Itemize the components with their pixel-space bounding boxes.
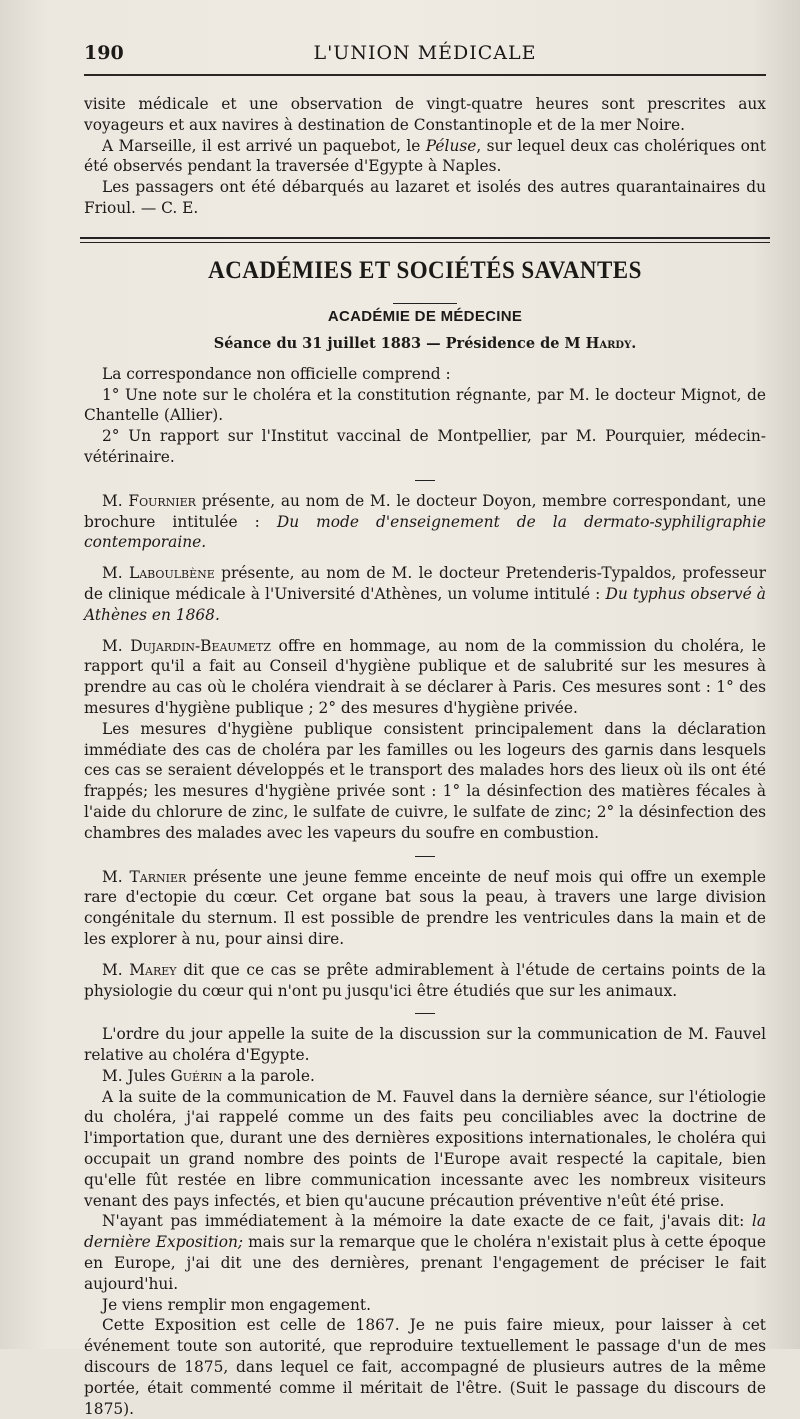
correspondance [84, 364, 766, 468]
seance-text: Séance du 31 juillet 1883 — Présidence de M [213, 334, 581, 352]
tarnier-text: présente une jeune femme enceinte de neuf mois qui offre un exemple rare d'ectopie du cœur. Cet organe bat sous la peau, à travers une large division congénitale du sternum. Il est possible de prendre les ventricules dans la main et de les explorer à nu, pour ainsi dire. [84, 867, 766, 948]
marey-paragraph [84, 960, 766, 1002]
presentation-fournier: M. Fournier présente, au nom de M. le docteur Doyon, membre correspondant, une brochure intitulée : Du mode d'enseignement de la dermato-syphiligraphie contemporaine. [84, 491, 766, 552]
speaker-name: M. Laboulbène [102, 564, 215, 583]
separator [415, 856, 435, 857]
presentation-text: offre en hommage, au nom de la commission du choléra, le rapport qu'il a fait au Conseil d'hygiène publique et de salubrité sur les mesures à prendre au cas où le choléra viendrait à se déclarer à Paris. Ces mesures sont : 1° des mesures d'hygiène publique ; 2° des mesures d'hygiène privée. [84, 636, 767, 717]
section-title: ACADÉMIES ET SOCIÉTÉS SAVANTES [208, 256, 642, 284]
seance-line [84, 335, 766, 352]
intro-paragraph: A Marseille, il est arrivé un paquebot, le Péluse, sur lequel deux cas cholériques ont été observés pendant la traversée d'Egypte à Naples. [84, 136, 766, 176]
intro-paragraph: visite médicale et une observation de vingt-quatre heures sont prescrites aux voyageurs et aux navires à destination de Constantinople et de la mer Noire. [84, 95, 766, 134]
seance-president: Hardy. [585, 334, 637, 352]
intro-text [84, 94, 766, 219]
presentations [84, 491, 766, 844]
presentation-laboulbene: M. Laboulbène présente, au nom de M. le docteur Pretenderis-Typaldos, professeur de clinique médicale à l'Université d'Athènes, un volume intitulé : Du typhus observé à Athènes en 1868. [84, 564, 767, 624]
guerin-line: M. Jules Guérin a la parole. [102, 1066, 315, 1085]
intro-paragraph: Les passagers ont été débarqués au lazaret et isolés des autres quarantainaires du Frioul. — C. E. [84, 178, 766, 217]
correspondance-item: 2° Un rapport sur l'Institut vaccinal de Montpellier, par M. Pourquier, médecin-vétérinaire. [84, 427, 766, 466]
academy-heading: ACADÉMIE DE MÉDECINE [327, 307, 523, 325]
discussion [84, 1024, 766, 1419]
running-title: L'UNION MÉDICALE [313, 42, 537, 64]
marey-text: dit que ce cas se prête admirablement à l'étude de certains points de la physiologie du cœur qui n'ont pu jusqu'ici être étudiés que sur les animaux. [84, 960, 766, 1000]
tarnier-marey [84, 867, 766, 1002]
correspondance-intro: La correspondance non officielle comprend : [102, 364, 451, 383]
discussion-paragraph: Je viens remplir mon engagement. [102, 1295, 371, 1314]
header-rule [84, 74, 766, 76]
speaker-name: M. Tarnier [102, 867, 187, 886]
correspondance-item: 1° Une note sur le choléra et la constitution régnante, par M. le docteur Mignot, de Chantelle (Allier). [84, 385, 766, 425]
hygiene-paragraph: Les mesures d'hygiène publique consistent principalement dans la déclaration immédiate des cas de choléra par les familles ou les logeurs des garnis dans lesquels ces cas se seraient développés et le transport des malades hors des lieux où ils ont été frappés; les mesures d'hygiène privée sont : 1° la désinfection des matières fécales à l'aide du chlorure de zinc, le sulfate de cuivre, le sulfate de zinc; 2° la désinfection des chambres des malades avec les vapeurs du soufre en combustion. [84, 719, 766, 842]
speaker-name: M. Dujardin-Beaumetz [102, 636, 271, 655]
title-rule [393, 303, 457, 304]
discussion-paragraph: N'ayant pas immédiatement à la mémoire la date exacte de ce fait, j'avais dit: la dernière Exposition; mais sur la remarque que le choléra n'existait plus à cette époque en Europe, j'ai dit une des dernières, prenant l'engagement de préciser le fait aujourd'hui. [84, 1212, 766, 1293]
speaker-name: Guérin [170, 1066, 223, 1085]
speaker-name: M. Marey [102, 960, 177, 979]
discussion-paragraph: A la suite de la communication de M. Fauvel dans la dernière séance, sur l'étiologie du choléra, j'ai rappelé comme un des faits peu conciliables avec la doctrine de l'importation que, durant une des dernières expositions internationales, le choléra qui occupait un grand nombre des points de l'Europe avait respecté la capitale, bien qu'elle fût restée en libre communication incessante avec les nombreux visiteurs venant des pays infectés, et bien qu'aucune précaution préventive n'eût été prise. [84, 1087, 766, 1210]
tarnier-paragraph [84, 867, 766, 950]
separator [415, 1013, 435, 1014]
separator [415, 480, 435, 481]
section-divider [80, 237, 770, 243]
discussion-paragraph: Cette Exposition est celle de 1867. Je ne puis faire mieux, pour laisser à cet événement toute son autorité, que reproduire textuellement le passage d'un de mes discours de 1875, dans lequel ce fait, accompagné de plusieurs autres de la même portée, était commenté comme il méritait de l'être. (Suit le passage du discours de 1875). [84, 1316, 766, 1418]
page-header [84, 0, 766, 72]
order-of-day: L'ordre du jour appelle la suite de la discussion sur la communication de M. Fauvel relative au choléra d'Egypte. [84, 1025, 766, 1065]
page-number: 190 [84, 42, 124, 64]
presentation-dujardin [84, 636, 766, 719]
speaker-name: M. Fournier [102, 491, 196, 510]
